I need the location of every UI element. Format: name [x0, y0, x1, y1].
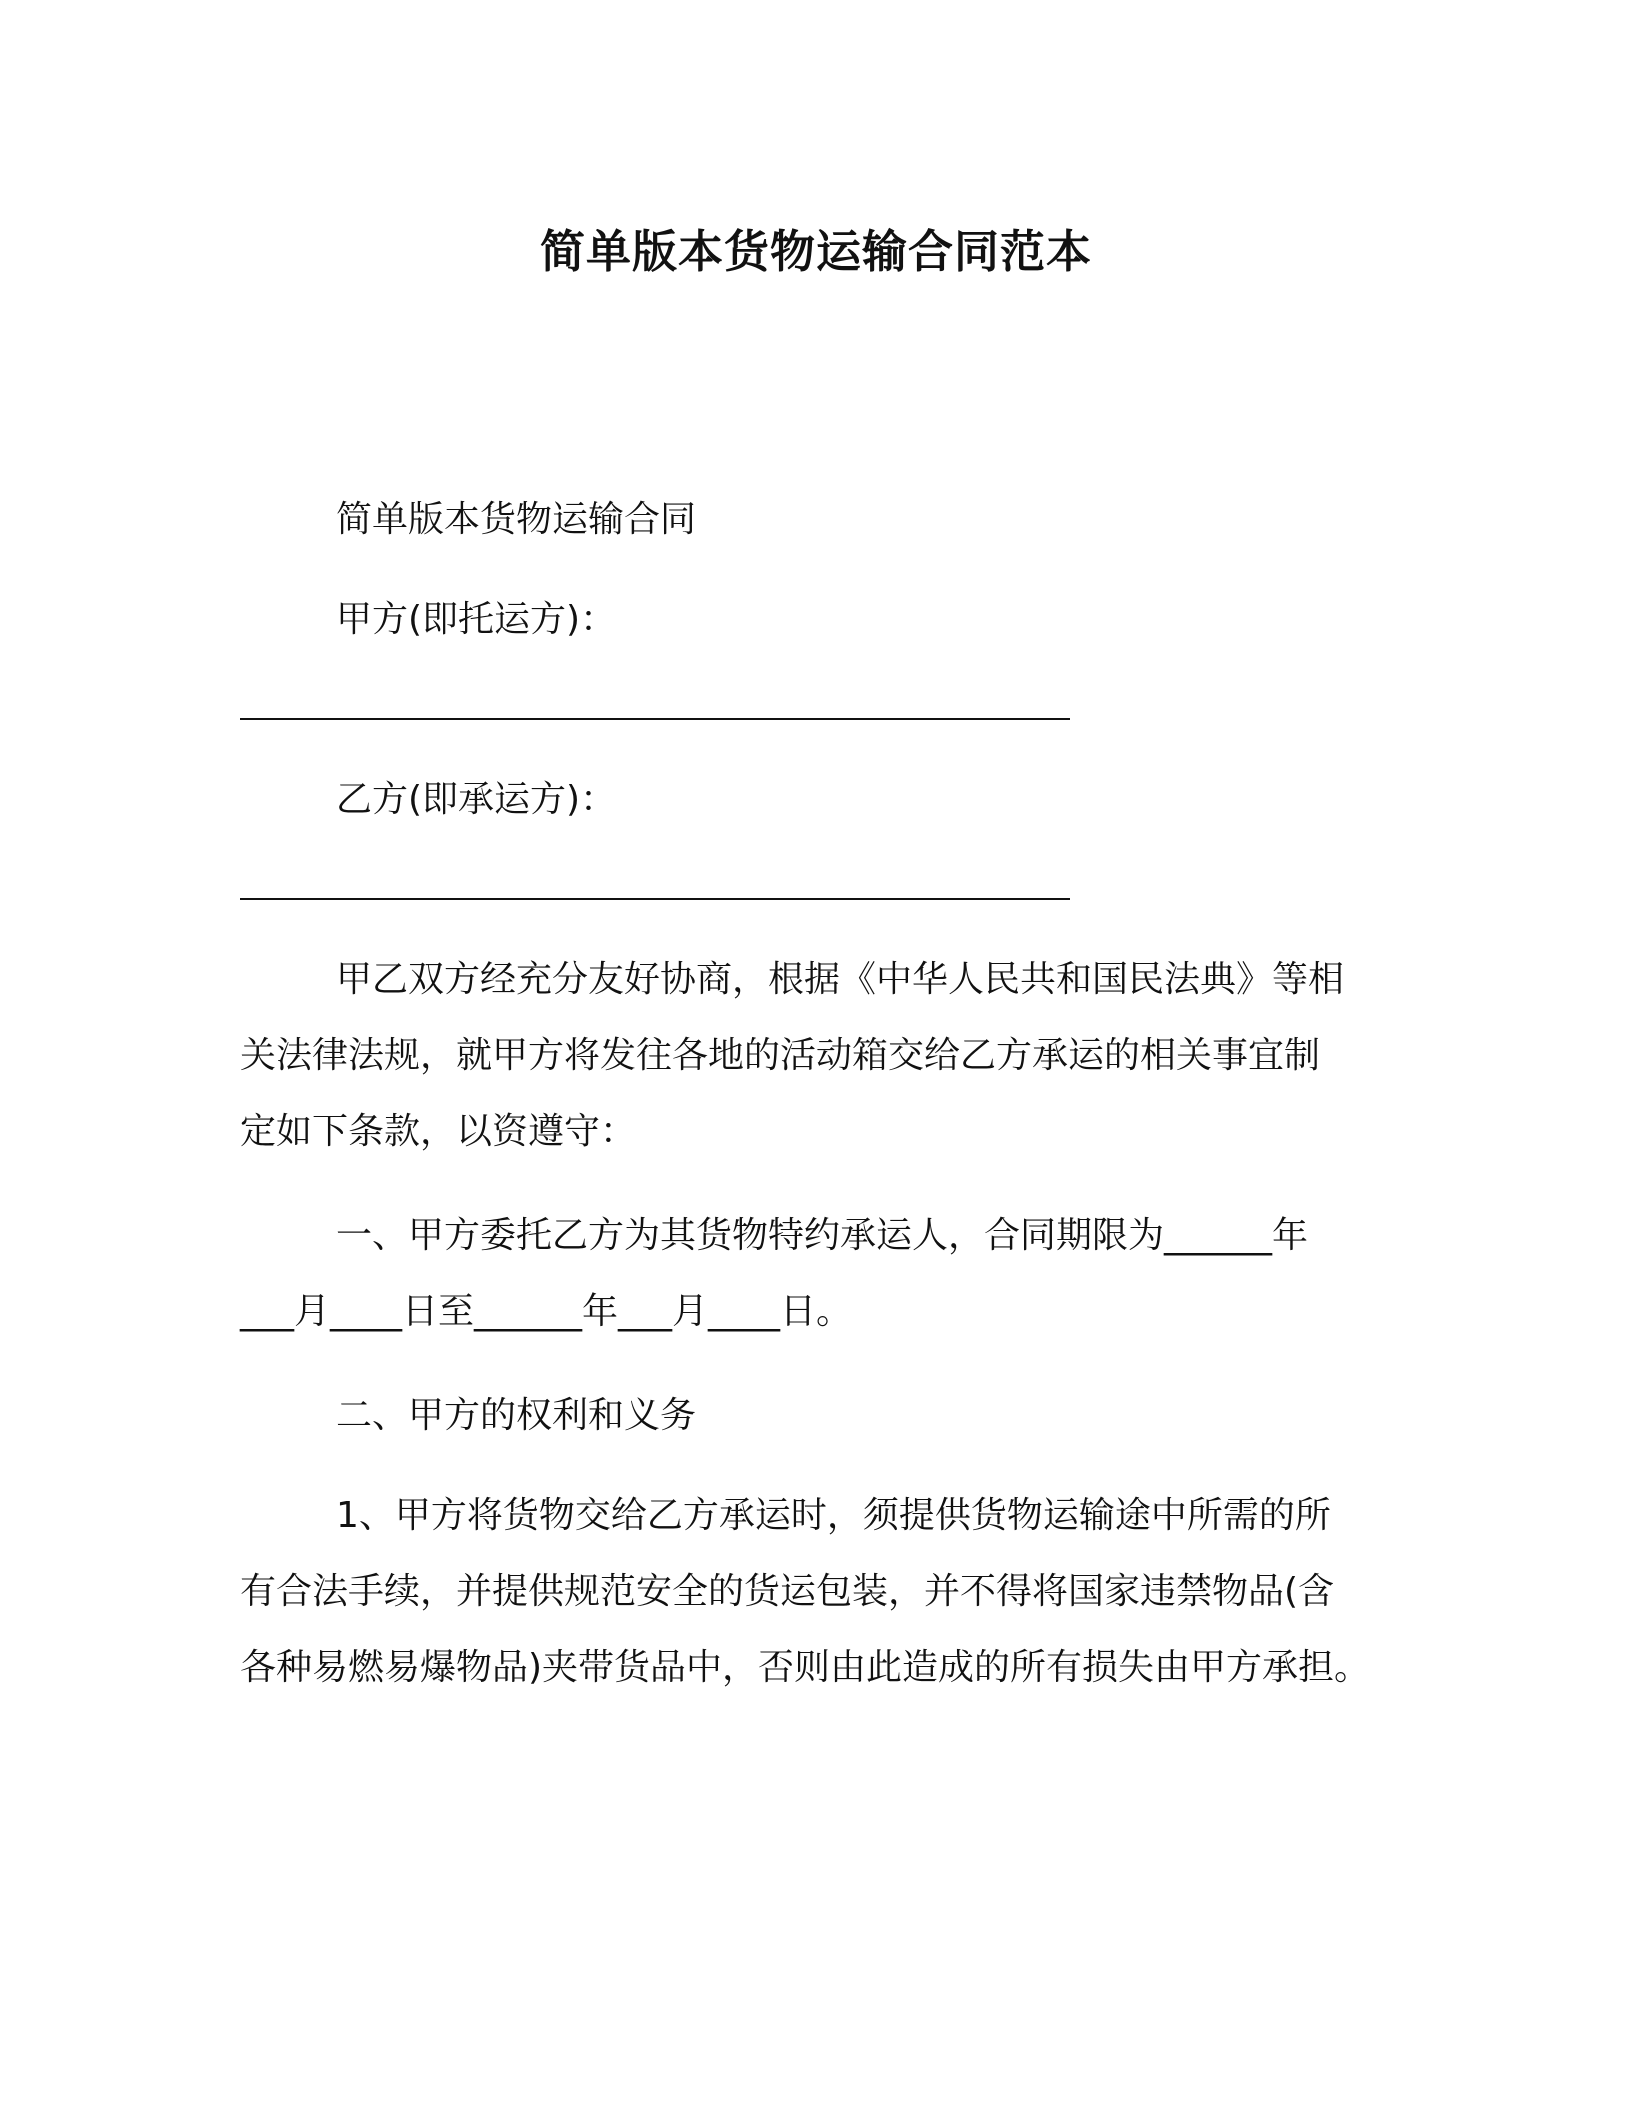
party-b-label: 乙方(即承运方)：: [336, 779, 617, 820]
contract-subtitle: 简单版本货物运输合同: [336, 499, 697, 540]
intro-line-2: 关法律法规，就甲方将发往各地的活动箱交给乙方承运的相关事宜制: [240, 1035, 1321, 1076]
party-a-blank-line: [240, 718, 1070, 720]
clause-1-line-1: 一、甲方委托乙方为其货物特约承运人，合同期限为______年: [336, 1215, 1309, 1256]
party-a-label: 甲方(即托运方)：: [336, 599, 617, 640]
intro-line-3: 定如下条款，以资遵守：: [240, 1111, 637, 1152]
clause-2-item-1-line-1: 1、甲方将货物交给乙方承运时，须提供货物运输途中所需的所: [336, 1495, 1331, 1536]
document-title: 简单版本货物运输合同范本: [539, 225, 1092, 278]
clause-2-item-1-line-2: 有合法手续，并提供规范安全的货运包装，并不得将国家违禁物品(含: [240, 1571, 1335, 1612]
clause-1-line-2: ___月____日至______年___月____日。: [240, 1291, 853, 1332]
intro-line-1: 甲乙双方经充分友好协商，根据《中华人民共和国民法典》等相: [336, 959, 1345, 1000]
clause-2-item-1-line-3: 各种易燃易爆物品)夹带货品中，否则由此造成的所有损失由甲方承担。: [240, 1647, 1371, 1688]
party-b-blank-line: [240, 898, 1070, 900]
clause-2-heading: 二、甲方的权利和义务: [336, 1395, 697, 1436]
